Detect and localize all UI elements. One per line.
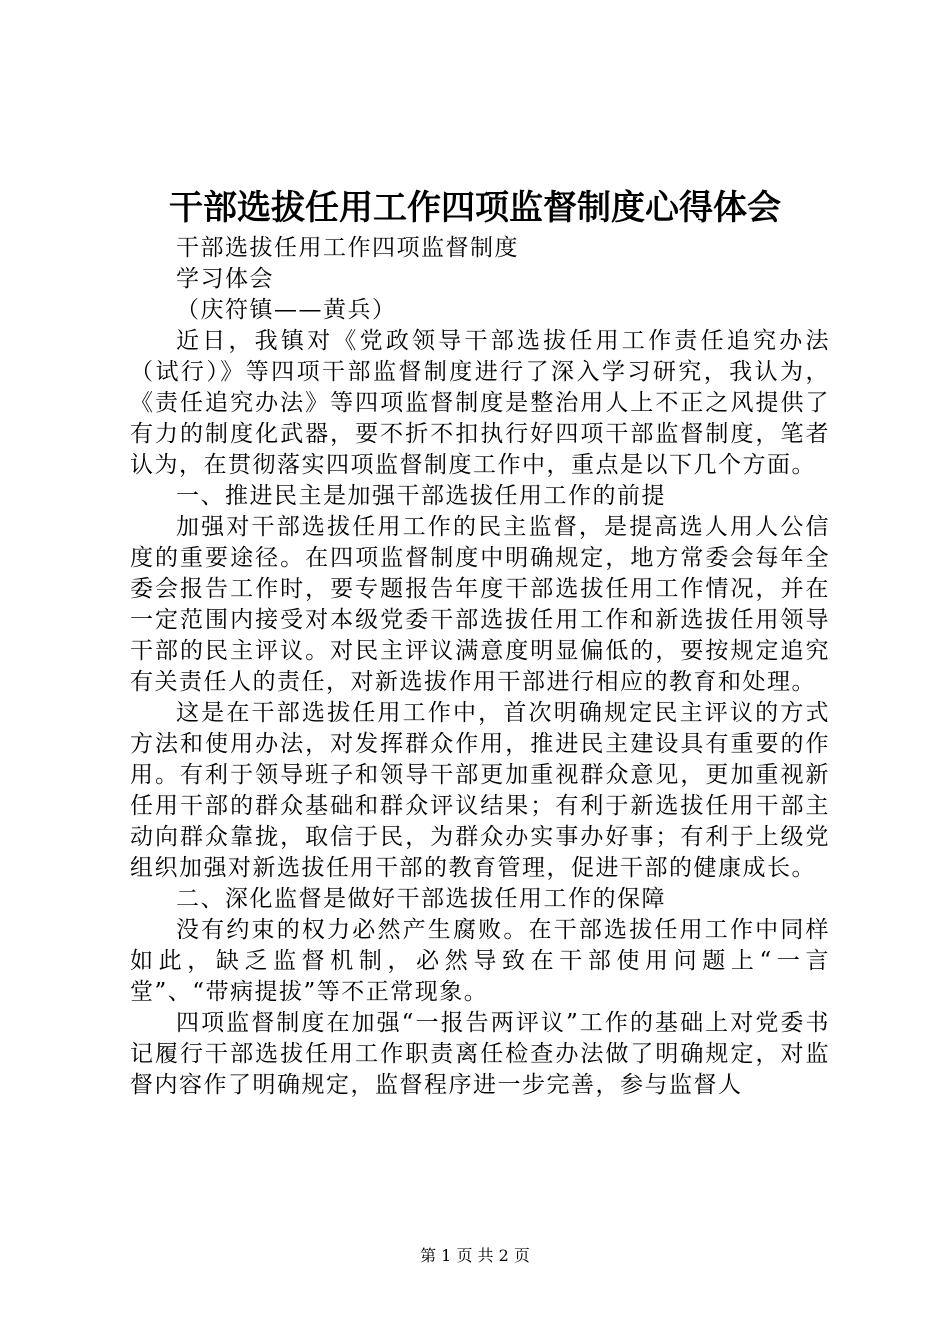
subtitle-line-1: 干部选拔任用工作四项监督制度 [176,235,519,261]
paragraph-section-1a: 加强对干部选拔任用工作的民主监督，是提高选人用人公信度的重要途径。在四项监督制度中明确规定，地方常委会每年全委会报告工作时，要专题报告年度干部选拔任用工作情况，并在一定范围内接受对本级党委干部选拔任用工作和新选拔任用领导干部的民主评议。对民主评议满意度明显偏低的，要按规定追究有关责任人的责任，对新选拔作用干部进行相应的教育和处理。 [130,514,830,695]
paragraph-intro: 近日，我镇对《党政领导干部选拔任用工作责任追究办法（试行）》等四项干部监督制度进行了深入学习研究，我认为，《责任追究办法》等四项监督制度是整治用人上不正之风提供了有力的制度化武器，要不折不扣执行好四项干部监督制度，笔者认为，在贯彻落实四项监督制度工作中，重点是以下几个方面。 [130,328,830,478]
paragraph-section-2b: 四项监督制度在加强“一报告两评议”工作的基础上对党委书记履行干部选拔任用工作职责离任检查办法做了明确规定，对监督内容作了明确规定，监督程序进一步完善，参与监督人 [130,1010,830,1098]
subtitle-line-2: 学习体会 [176,266,274,292]
section-heading-2: 二、深化监督是做好干部选拔任用工作的保障 [176,886,666,912]
author-line: （庆符镇——黄兵） [176,297,397,323]
section-heading-1: 一、推进民主是加强干部选拔任用工作的前提 [176,483,666,509]
page-number-footer: 第 1 页 共 2 页 [420,1246,530,1265]
paragraph-section-2a: 没有约束的权力必然产生腐败。在干部选拔任用工作中同样如此，缺乏监督机制，必然导致在干部使用问题上“一言堂”、“带病提拔”等不正常现象。 [130,917,830,1005]
document-title: 干部选拔任用工作四项监督制度心得体会 [169,188,781,228]
document-body [130,233,830,1101]
paragraph-section-1b: 这是在干部选拔任用工作中，首次明确规定民主评议的方式方法和使用办法，对发挥群众作用，推进民主建设具有重要的作用。有利于领导班子和领导干部更加重视群众意见，更加重视新任用干部的群众基础和群众评议结果；有利于新选拔任用干部主动向群众靠拢，取信于民，为群众办实事办好事；有利于上级党组织加强对新选拔任用干部的教育管理，促进干部的健康成长。 [130,700,830,881]
